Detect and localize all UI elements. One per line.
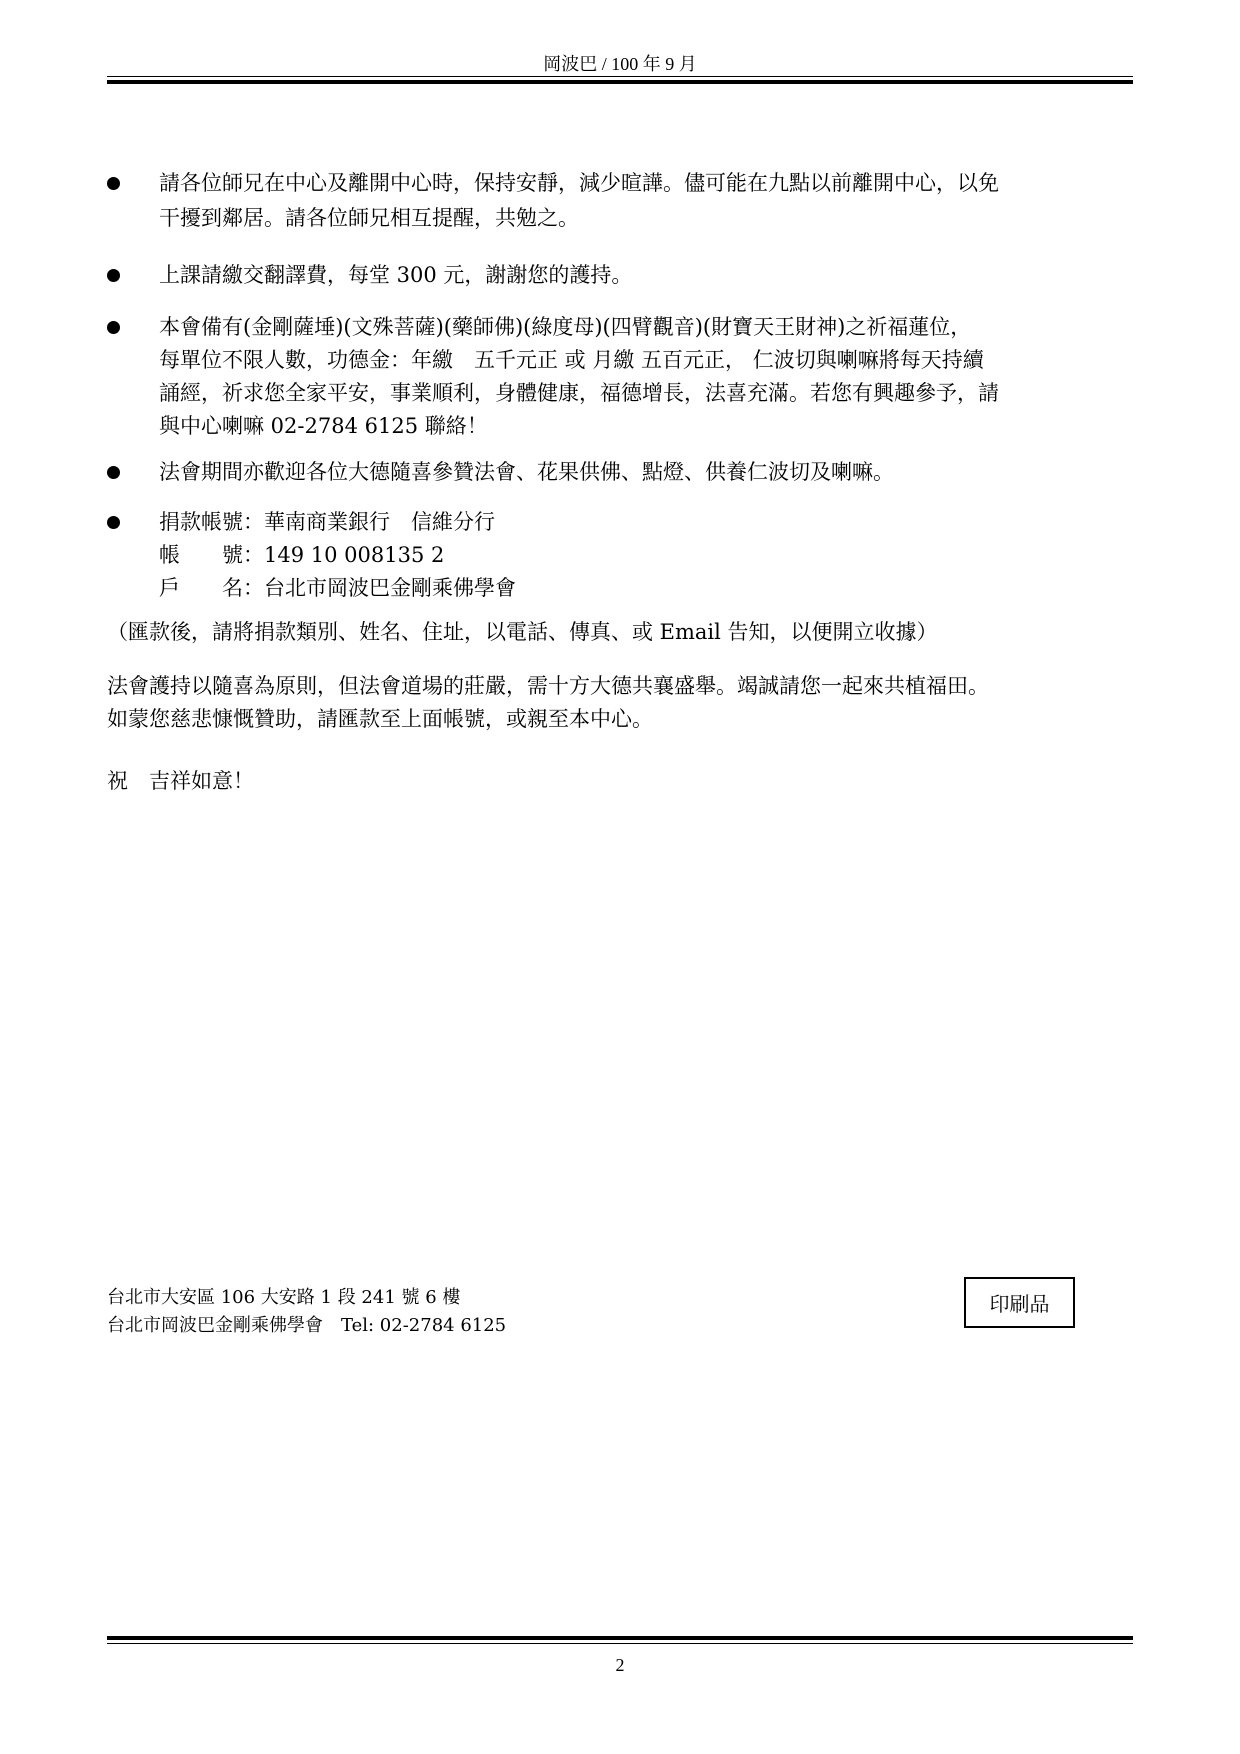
bullet-line: 上課請繳交翻譯費，每堂 300 元，謝謝您的護持。 <box>159 263 633 287</box>
printed-matter-stamp: 印刷品 <box>964 1277 1075 1328</box>
remit-note: （匯款後，請將捐款類別、姓名、住址，以電話、傳真、或 Email 告知，以便開立收據） <box>107 620 938 644</box>
bullet-icon <box>107 516 120 529</box>
account-holder-line: 戶 名：台北市岡波巴金剛乘佛學會 <box>159 576 516 600</box>
footer-address: 台北市大安區 106 大安路 1 段 241 號 6 樓 <box>107 1287 461 1308</box>
page-number: 2 <box>615 1655 625 1675</box>
bullet-line: 法會期間亦歡迎各位大德隨喜參贊法會、花果供佛、點燈、供養仁波切及喇嘛。 <box>159 460 894 484</box>
footer-rule-thin <box>107 1643 1133 1644</box>
bullet-item-quiet <box>107 167 1147 235</box>
footer-address-block <box>107 1284 506 1340</box>
account-number-line: 帳 號：149 10 008135 2 <box>159 543 445 567</box>
header-rule-thin <box>107 76 1133 77</box>
bullet-line: 干擾到鄰居。請各位師兄相互提醒，共勉之。 <box>159 206 579 230</box>
bank-name-line: 捐款帳號：華南商業銀行 信維分行 <box>159 510 495 534</box>
bullet-line: 與中心喇嘛 02-2784 6125 聯絡！ <box>159 414 488 438</box>
bullet-item-bank-account <box>107 506 1147 605</box>
bullet-item-fee <box>107 259 1147 292</box>
bullet-line: 本會備有(金剛薩埵)(文殊菩薩)(藥師佛)(綠度母)(四臂觀音)(財寶天王財神)之祈福蓮位， <box>159 315 972 339</box>
bullet-icon <box>107 466 120 479</box>
page-header: 岡波巴 / 100 年 9 月 <box>543 54 697 74</box>
bullet-line: 誦經，祈求您全家平安，事業順利，身體健康，福德增長，法喜充滿。若您有興趣參予，請 <box>159 381 999 405</box>
bullet-icon <box>107 177 120 190</box>
header-rule <box>107 80 1133 84</box>
bullet-icon <box>107 269 120 282</box>
footer-rule <box>107 1636 1133 1640</box>
closing-paragraph: 法會護持以隨喜為原則，但法會道場的莊嚴，需十方大德共襄盛舉。竭誠請您一起來共植福田。 如蒙您慈悲慷慨贊助，請匯款至上面帳號，或親至本中心。 <box>107 674 989 731</box>
bullet-item-offering <box>107 456 1147 489</box>
blessing: 祝 吉祥如意！ <box>107 769 254 793</box>
bullet-item-lotus-seat <box>107 311 1147 443</box>
bullet-line: 請各位師兄在中心及離開中心時，保持安靜，減少暄譁。儘可能在九點以前離開中心，以免 <box>159 171 999 195</box>
bullet-line: 每單位不限人數，功德金：年繳 五千元正 或 月繳 五百元正， 仁波切與喇嘛將每天持續 <box>159 348 984 372</box>
footer-org-line: 台北市岡波巴金剛乘佛學會 Tel: 02-2784 6125 <box>107 1315 507 1336</box>
bullet-icon <box>107 321 120 334</box>
